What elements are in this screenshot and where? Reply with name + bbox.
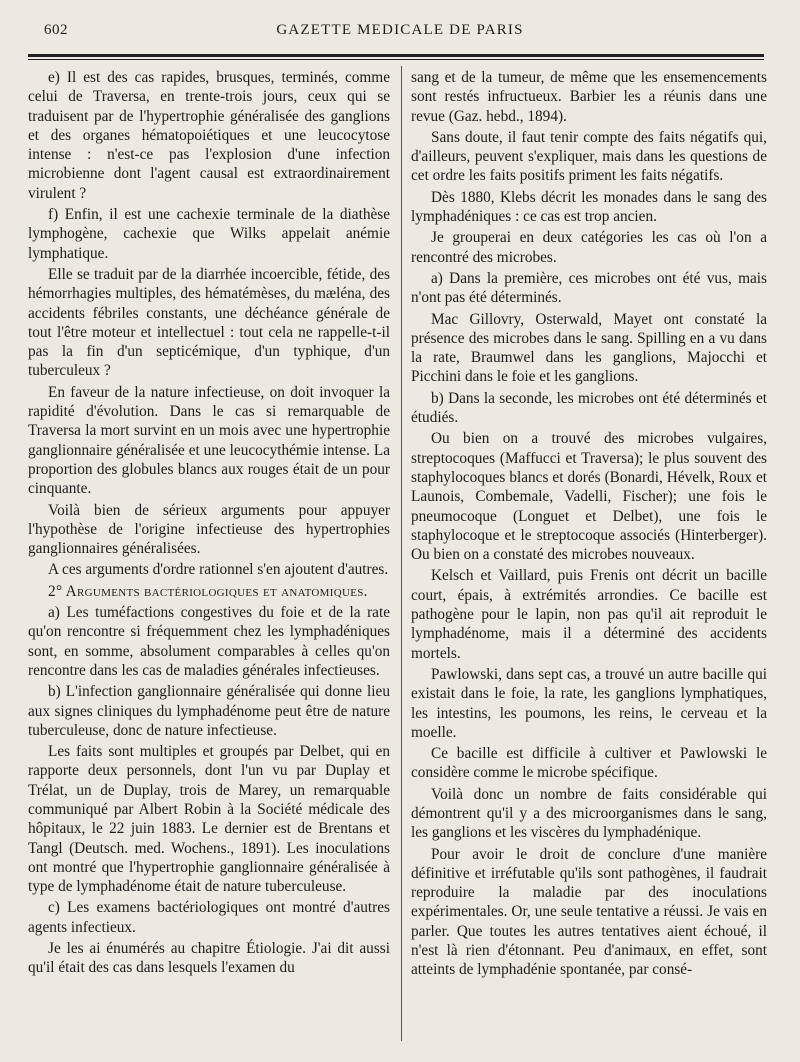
- paragraph: Kelsch et Vaillard, puis Frenis ont décrit un bacille court, épais, à extrémités arrondies. Ce bacille est pathogène pour le lapin, non pas qu'il ait reproduit le lymphadénome, mais il a déterminé des accidents mortels.: [411, 567, 767, 662]
- running-title: GAZETTE MEDICALE DE PARIS: [276, 22, 524, 38]
- paragraph: Ou bien on a trouvé des microbes vulgaires, streptocoques (Maffucci et Traversa); le plus souvent des staphylocoques blancs et dorés (Bonardi, Hévelk, Roux et Launois, Combemale, Vadelli, Fischer); une fois le pneumocoque (Longuet et Delbet), une fois le staphylocoque et le streptocoque associés (Hinterberger). Ou bien on a constaté des microbes nouveaux.: [411, 430, 767, 564]
- paragraph: Voilà donc un nombre de faits considérable qui démontrent qu'il y a des microorganismes dans le sang, les ganglions et les viscères du lymphadénique.: [411, 785, 767, 842]
- paragraph: Je les ai énumérés au chapitre Étiologie. J'ai dit aussi qu'il était des cas dans lesquels l'examen du: [28, 940, 390, 977]
- right-column: [411, 68, 767, 1048]
- page-header: [0, 18, 800, 46]
- paragraph: En faveur de la nature infectieuse, on doit invoquer la rapidité d'évolution. Dans le cas si remarquable de Traversa la mort survint en un mois avec une hypertrophie ganglionnaire généralisée et une leucocythémie intense. La proportion des globules blancs aux rouges était de un pour cinquante.: [28, 383, 390, 498]
- paragraph: e) Il est des cas rapides, brusques, terminés, comme celui de Traversa, en trente-trois jours, ceux qui se traduisent par de l'hypertrophie généralisée des ganglions et des organes hématopoiétiques et une leucocytose intense : n'est-ce pas l'explosion d'une infection microbienne dont l'agent causal est extraordinairement virulent ?: [28, 69, 390, 202]
- paragraph: a) Les tuméfactions congestives du foie et de la rate qu'on rencontre si fréquemment chez les lymphadéniques sont, en somme, absolument comparables à celles qu'on rencontre dans les cas de maladies générales infectieuses.: [28, 604, 390, 679]
- paragraph: Pour avoir le droit de conclure d'une manière définitive et irréfutable qu'ils sont pathogènes, il faudrait reproduire la maladie par des inoculations expérimentales. Or, une seule tentative a réussi. Je vais en parler. Que toutes les autres tentatives aient échoué, il n'est là rien d'étonnant. Peu d'animaux, en effet, sont atteints de lymphadénie spontanée, par consé-: [411, 845, 767, 979]
- paragraph: Les faits sont multiples et groupés par Delbet, qui en rapporte deux personnels, dont l'un vu par Duplay et Trélat, un de Duplay, trois de Marey, un remarquable communiqué par Albert Robin à la Société médicale des hôpitaux, le 22 juin 1883. Le dernier est de Brentans et Tangl (Deutsch. med. Wochens., 1891). Les inoculations ont montré que l'hypertrophie ganglionnaire généralisée à type de lymphadénome était de nature tuberculeuse.: [28, 743, 390, 896]
- header-rule-thin: [28, 59, 764, 60]
- paragraph-continued: sang et de la tumeur, de même que les ensemencements sont restés infructueux. Barbier les a réunis dans une revue (Gaz. hebd., 1894).: [411, 69, 767, 125]
- paragraph: Dès 1880, Klebs décrit les monades dans le sang des lymphadéniques : ce cas est trop ancien.: [411, 188, 767, 226]
- left-column: [28, 68, 390, 1048]
- paragraph: Je grouperai en deux catégories les cas où l'on a rencontré des microbes.: [411, 229, 767, 266]
- section-heading: 2° Arguments bactériologiques et anatomiques.: [48, 582, 368, 600]
- paragraph: Ce bacille est difficile à cultiver et Pawlowski le considère comme le microbe spécifique.: [411, 745, 767, 782]
- paragraph: Sans doute, il faut tenir compte des faits négatifs qui, d'ailleurs, peuvent s'expliquer, mais dans les questions de cet ordre les faits positifs priment les faits négatifs.: [411, 128, 767, 185]
- paragraph: c) Les examens bactériologiques ont montré d'autres agents infectieux.: [28, 899, 390, 936]
- paragraph: b) L'infection ganglionnaire généralisée qui donne lieu aux signes cliniques du lymphadénome peut être de nature tuberculeuse, donc de nature infectieuse.: [28, 683, 390, 739]
- paragraph: Mac Gillovry, Osterwald, Mayet ont constaté la présence des microbes dans le sang. Spilling en a vu dans la rate, Braumwel dans les ganglions, Majocchi et Picchini dans le foie et les ganglions.: [411, 310, 767, 386]
- paragraph: f) Enfin, il est une cachexie terminale de la diathèse lymphogène, cachexie que Wilks appelait anémie lymphatique.: [28, 206, 390, 262]
- paragraph: Voilà bien de sérieux arguments pour appuyer l'hypothèse de l'origine infectieuse des hypertrophies ganglionnaires généralisées.: [28, 501, 390, 558]
- paragraph: a) Dans la première, ces microbes ont été vus, mais n'ont pas été déterminés.: [411, 269, 767, 307]
- page-number: 602: [44, 22, 68, 38]
- column-divider: [401, 66, 402, 1041]
- paragraph: b) Dans la seconde, les microbes ont été déterminés et étudiés.: [411, 389, 767, 427]
- paragraph: Pawlowski, dans sept cas, a trouvé un autre bacille qui existait dans le foie, la rate, les ganglions lymphatiques, les intestins, les poumons, les reins, le cerveau et la moelle.: [411, 665, 767, 741]
- paragraph: A ces arguments d'ordre rationnel s'en ajoutent d'autres.: [48, 561, 389, 579]
- header-rule-thick: [28, 54, 764, 57]
- paragraph: Elle se traduit par de la diarrhée incoercible, fétide, des hémorrhagies multiples, des hématémèses, du mæléna, des accidents fébriles constants, une déchéance générale de tout l'être moteur et intellectuel : tout cela ne rappelle-t-il pas la fin d'un septicémique, d'un typhique, d'un tuberculeux ?: [28, 265, 390, 380]
